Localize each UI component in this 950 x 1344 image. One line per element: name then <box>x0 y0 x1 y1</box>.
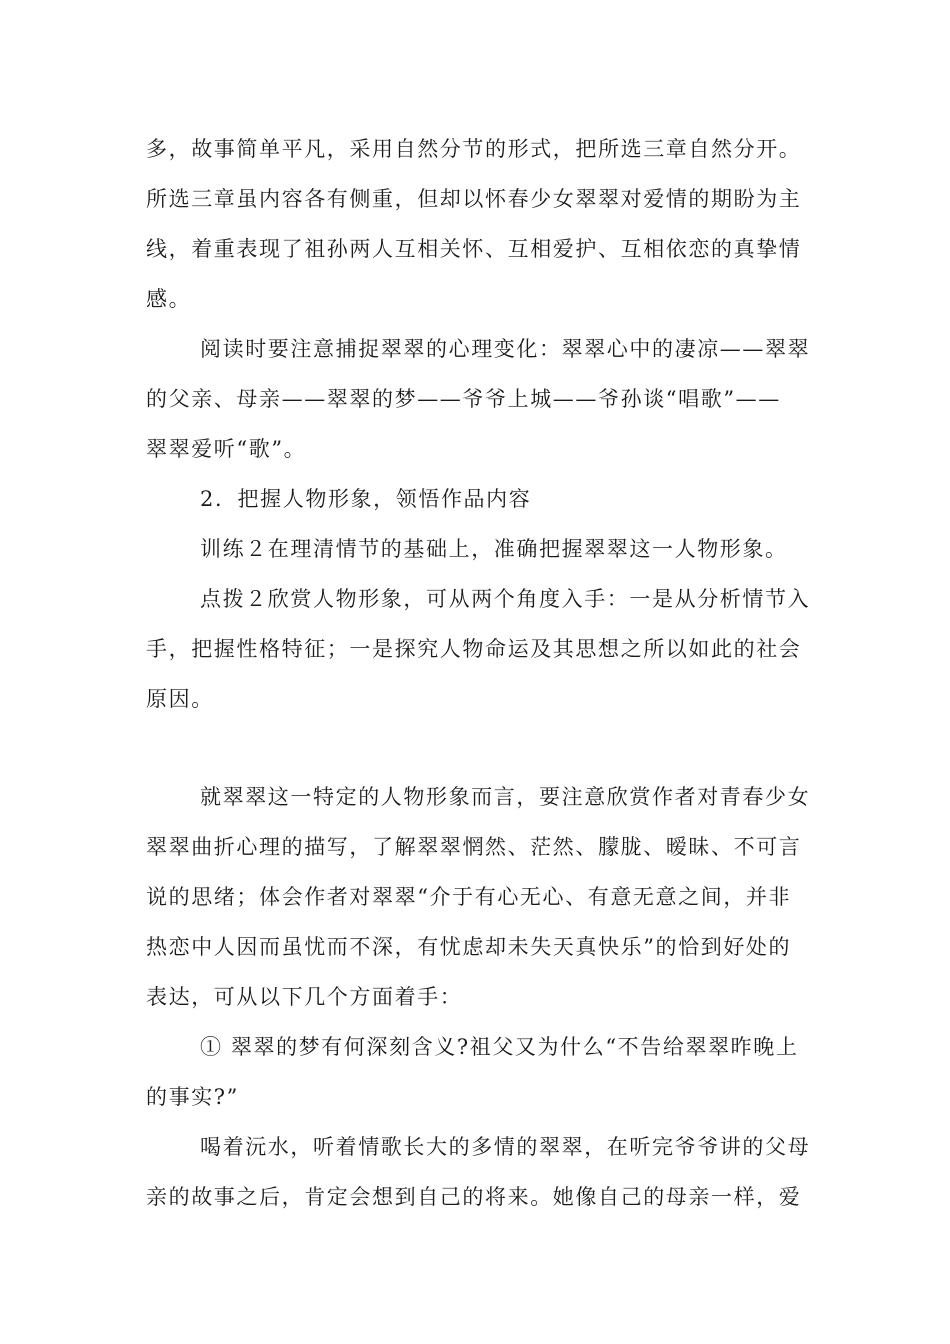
text-line: 手，把握性格特征；一是探究人物命运及其思想之所以如此的社会 <box>146 637 802 661</box>
section-heading <box>146 474 810 524</box>
text-line: 所选三章虽内容各有侧重，但却以怀春少女翠翠对爱情的期盼为主 <box>146 187 802 211</box>
text-line: 说的思绪；体会作者对翠翠“介于有心无心、有意无意之间，并非 <box>146 885 792 909</box>
text-line: 训练２在理清情节的基础上，准确把握翠翠这一人物形象。 <box>200 537 788 561</box>
paragraph-question-one <box>146 1022 810 1122</box>
paragraph-story-structure <box>146 124 810 324</box>
text-line: 亲的故事之后，肯定会想到自己的将来。她像自己的母亲一样，爱 <box>146 1185 802 1209</box>
text-line: 线，着重表现了祖孙两人互相关怀、互相爱护、互相依恋的真挚情 <box>146 237 802 261</box>
paragraph-character-analysis <box>146 772 810 1022</box>
text-line: 感。 <box>146 287 192 311</box>
text-line: 原因。 <box>146 687 214 711</box>
text-line: 的事实?” <box>146 1085 239 1109</box>
text-line: 翠翠曲折心理的描写，了解翠翠惘然、茫然、朦胧、暧昧、不可言 <box>146 835 802 859</box>
text-line: ① 翠翠的梦有何深刻含义?祖父又为什么“不告给翠翠昨晚上 <box>200 1035 799 1059</box>
paragraph-answer <box>146 1122 810 1222</box>
paragraph-reading-guide <box>146 324 810 474</box>
text-line: 的父亲、母亲——翠翠的梦——爷爷上城——爷孙谈“唱歌”—— <box>146 387 781 411</box>
text-line: 喝着沅水，听着情歌长大的多情的翠翠，在听完爷爷讲的父母 <box>200 1135 811 1159</box>
text-line: 点拨２欣赏人物形象，可从两个角度入手：一是从分析情节入 <box>200 587 811 611</box>
text-line: 表达，可从以下几个方面着手： <box>146 985 463 1009</box>
text-line: 热恋中人因而虽忧而不深，有忧虑却未失天真快乐”的恰到好处的 <box>146 935 792 959</box>
text-line: 多，故事简单平凡，采用自然分节的形式，把所选三章自然分开。 <box>146 137 802 161</box>
text-line: 2．把握人物形象，领悟作品内容 <box>200 487 532 511</box>
text-line: 阅读时要注意捕捉翠翠的心理变化：翠翠心中的凄凉——翠翠 <box>200 337 811 361</box>
text-line: 就翠翠这一特定的人物形象而言，要注意欣赏作者对青春少女 <box>200 785 811 809</box>
text-line: 翠翠爱听“歌”。 <box>146 437 307 461</box>
paragraph-exercise <box>146 524 810 574</box>
paragraph-hint <box>146 574 810 724</box>
